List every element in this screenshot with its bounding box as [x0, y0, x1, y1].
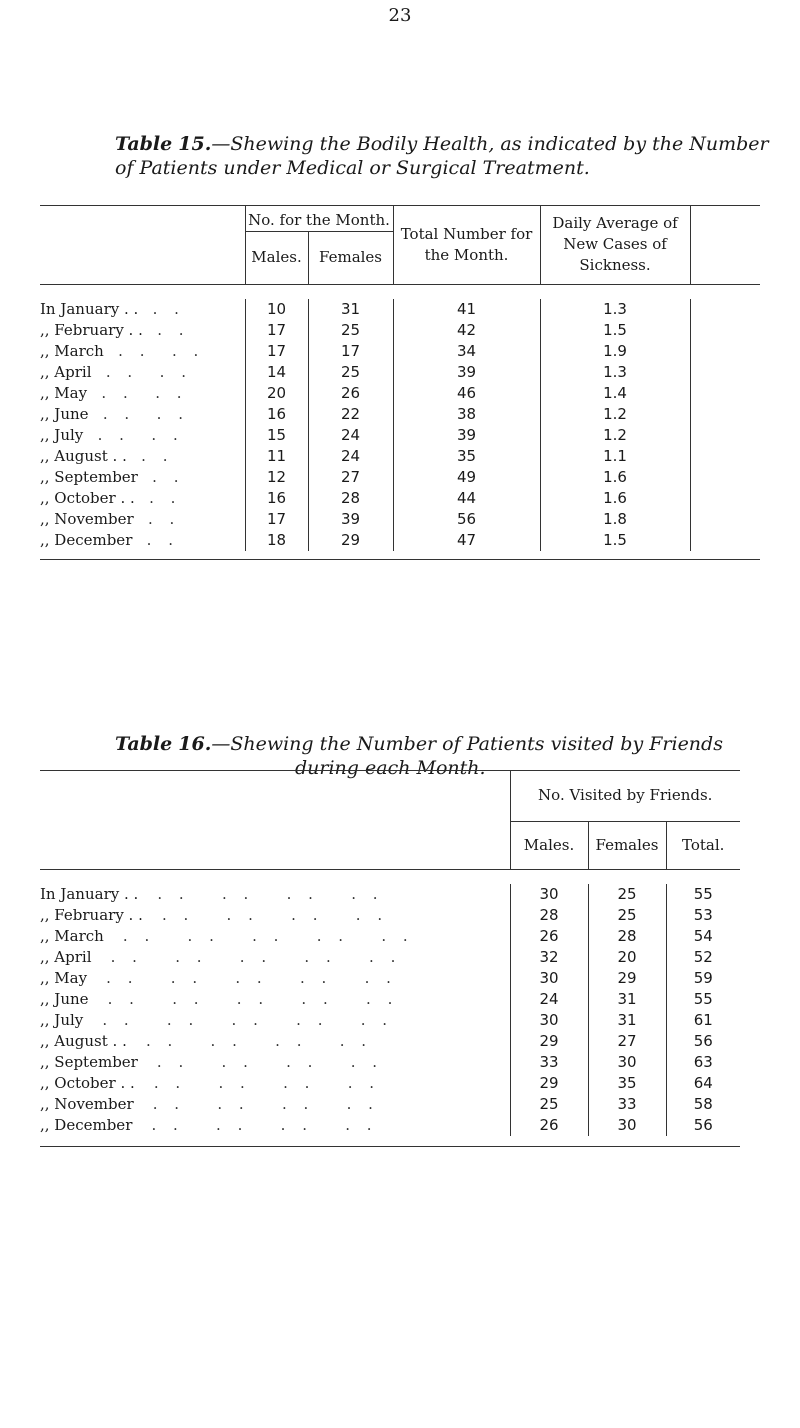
- females-cell: 27: [588, 1031, 666, 1052]
- month-cell: [40, 989, 510, 1010]
- month-name: ,, June: [40, 404, 89, 423]
- table15-label: Table: [115, 133, 173, 155]
- total-cell: 47: [393, 530, 540, 551]
- spacer-cell: [690, 383, 760, 404]
- month-name: In January . .: [40, 885, 139, 903]
- total-cell: 64: [666, 1073, 740, 1094]
- females-cell: 22: [308, 404, 393, 425]
- total-cell: 38: [393, 404, 540, 425]
- males-cell: 14: [245, 362, 308, 383]
- leader-dots: . . . . . . . .: [156, 1053, 384, 1071]
- females-cell: 26: [308, 383, 393, 404]
- males-cell: 17: [245, 341, 308, 362]
- table-row: [40, 341, 760, 362]
- total-cell: 54: [666, 926, 740, 947]
- table-row: [40, 884, 740, 905]
- month-name: ,, December: [40, 1116, 133, 1134]
- table15-title-line1: Shewing the Bodily Health, as indicated by the Number: [230, 133, 769, 155]
- table15-title-line2: of Patients under Medical or Surgical Treatment.: [115, 157, 590, 179]
- males-cell: 24: [510, 989, 588, 1010]
- spacer-cell: [690, 488, 760, 509]
- month-name: ,, May: [40, 383, 88, 402]
- leader-dots: . . . . . . . . . .: [122, 927, 414, 945]
- month-cell: [40, 299, 245, 320]
- table16-number: 16.: [178, 733, 212, 755]
- month-cell: [40, 383, 245, 404]
- table-row: [40, 1115, 740, 1136]
- month-name: ,, March: [40, 927, 104, 945]
- leader-dots: . .: [141, 446, 174, 465]
- females-cell: 31: [588, 989, 666, 1010]
- females-cell: 39: [308, 509, 393, 530]
- females-cell: 17: [308, 341, 393, 362]
- females-cell: 31: [588, 1010, 666, 1031]
- month-cell: [40, 884, 510, 905]
- month-cell: [40, 341, 245, 362]
- spacer-cell: [690, 530, 760, 551]
- month-name: ,, December: [40, 530, 133, 549]
- daily-average-cell: 1.4: [540, 383, 690, 404]
- month-name: ,, April: [40, 362, 92, 381]
- males-cell: 29: [510, 1031, 588, 1052]
- males-cell: 12: [245, 467, 308, 488]
- month-cell: [40, 1073, 510, 1094]
- leader-dots: . .: [152, 467, 185, 486]
- month-cell: [40, 905, 510, 926]
- leader-dots: . . . .: [101, 383, 188, 402]
- females-cell: 30: [588, 1115, 666, 1136]
- month-cell: [40, 1052, 510, 1073]
- total-cell: 58: [666, 1094, 740, 1115]
- total-cell: 34: [393, 341, 540, 362]
- males-cell: 26: [510, 1115, 588, 1136]
- males-cell: 28: [510, 905, 588, 926]
- month-cell: [40, 947, 510, 968]
- month-cell: [40, 1031, 510, 1052]
- month-cell: [40, 1115, 510, 1136]
- leader-dots: . . . .: [118, 341, 205, 360]
- females-cell: 29: [588, 968, 666, 989]
- leader-dots: . . . . . . . .: [161, 906, 389, 924]
- table-row: [40, 299, 760, 320]
- females-cell: 25: [308, 362, 393, 383]
- total-cell: 59: [666, 968, 740, 989]
- month-cell: [40, 509, 245, 530]
- daily-average-cell: 1.6: [540, 488, 690, 509]
- females-cell: 24: [308, 425, 393, 446]
- males-cell: 33: [510, 1052, 588, 1073]
- total-cell: 53: [666, 905, 740, 926]
- females-cell: 25: [308, 320, 393, 341]
- leader-dots: . .: [148, 509, 181, 528]
- month-cell: [40, 446, 245, 467]
- daily-average-cell: 1.5: [540, 320, 690, 341]
- total-cell: 63: [666, 1052, 740, 1073]
- spacer-cell: [690, 467, 760, 488]
- total-cell: 55: [666, 884, 740, 905]
- total-cell: 56: [393, 509, 540, 530]
- table15-caption: [115, 132, 775, 180]
- leader-dots: . .: [157, 320, 190, 339]
- males-cell: 17: [245, 509, 308, 530]
- males-cell: 15: [245, 425, 308, 446]
- males-cell: 26: [510, 926, 588, 947]
- females-cell: 24: [308, 446, 393, 467]
- table-row: [40, 926, 740, 947]
- table15-header-females: Females: [308, 232, 393, 285]
- month-cell: [40, 362, 245, 383]
- males-cell: 30: [510, 968, 588, 989]
- daily-average-cell: 1.8: [540, 509, 690, 530]
- table16-title-line2: during each Month.: [295, 757, 486, 779]
- leader-dots: . . . . . . . .: [151, 1116, 378, 1134]
- month-name: ,, April: [40, 948, 92, 966]
- month-name: ,, May: [40, 969, 88, 987]
- leader-dots: . .: [146, 530, 179, 549]
- table15-header-group: No. for the Month.: [245, 206, 393, 232]
- spacer-cell: [690, 446, 760, 467]
- month-cell: [40, 1010, 510, 1031]
- total-cell: 49: [393, 467, 540, 488]
- leader-dots: . . . .: [105, 362, 192, 381]
- daily-average-cell: 1.3: [540, 362, 690, 383]
- males-cell: 17: [245, 320, 308, 341]
- table-row: [40, 404, 760, 425]
- table15: [40, 205, 760, 561]
- table-row: [40, 1094, 740, 1115]
- table15-dash: —: [211, 133, 231, 155]
- daily-average-cell: 1.1: [540, 446, 690, 467]
- males-cell: 10: [245, 299, 308, 320]
- month-name: ,, February . .: [40, 320, 143, 339]
- leader-dots: . .: [152, 299, 185, 318]
- month-cell: [40, 1094, 510, 1115]
- females-cell: 28: [588, 926, 666, 947]
- daily-average-cell: 1.3: [540, 299, 690, 320]
- table-row: [40, 362, 760, 383]
- month-name: ,, September: [40, 1053, 138, 1071]
- males-cell: 16: [245, 488, 308, 509]
- table-row: [40, 467, 760, 488]
- month-name: ,, August . .: [40, 1032, 127, 1050]
- month-name: ,, July: [40, 1011, 84, 1029]
- females-cell: 27: [308, 467, 393, 488]
- month-name: ,, November: [40, 509, 134, 528]
- total-cell: 35: [393, 446, 540, 467]
- month-name: ,, March: [40, 341, 104, 360]
- table16-header-total: Total.: [666, 821, 740, 870]
- spacer-cell: [690, 299, 760, 320]
- month-name: ,, September: [40, 467, 138, 486]
- total-cell: 42: [393, 320, 540, 341]
- table16-title-line1: Shewing the Number of Patients visited by Friends: [230, 733, 723, 755]
- month-cell: [40, 467, 245, 488]
- table-row: [40, 947, 740, 968]
- spacer-cell: [690, 509, 760, 530]
- males-cell: 32: [510, 947, 588, 968]
- leader-dots: . . . .: [102, 404, 189, 423]
- table16-label: Table: [115, 733, 173, 755]
- spacer-cell: [690, 320, 760, 341]
- table16-dash: —: [211, 733, 231, 755]
- daily-average-cell: 1.6: [540, 467, 690, 488]
- table-row: [40, 383, 760, 404]
- leader-dots: . .: [149, 488, 182, 507]
- males-cell: 18: [245, 530, 308, 551]
- table-row: [40, 425, 760, 446]
- table16: [40, 770, 740, 1148]
- total-cell: 41: [393, 299, 540, 320]
- table-row: [40, 1031, 740, 1052]
- males-cell: 25: [510, 1094, 588, 1115]
- table-row: [40, 1010, 740, 1031]
- leader-dots: . . . . . . . . . .: [102, 1011, 394, 1029]
- females-cell: 29: [308, 530, 393, 551]
- table15-header-daily: Daily Average of New Cases of Sickness.: [540, 206, 690, 285]
- month-name: ,, November: [40, 1095, 134, 1113]
- total-cell: 56: [666, 1031, 740, 1052]
- month-cell: [40, 926, 510, 947]
- daily-average-cell: 1.9: [540, 341, 690, 362]
- table-row: [40, 1073, 740, 1094]
- daily-average-cell: 1.2: [540, 425, 690, 446]
- table15-header-males: Males.: [245, 232, 308, 285]
- leader-dots: . . . . . . . .: [153, 1074, 381, 1092]
- table16-header-group: No. Visited by Friends.: [510, 771, 740, 822]
- table15-header-total: Total Number for the Month.: [393, 206, 540, 285]
- leader-dots: . . . . . . . . . .: [110, 948, 402, 966]
- total-cell: 46: [393, 383, 540, 404]
- leader-dots: . . . . . . . . . .: [107, 990, 399, 1008]
- month-cell: [40, 425, 245, 446]
- males-cell: 30: [510, 884, 588, 905]
- month-cell: [40, 488, 245, 509]
- spacer-cell: [690, 404, 760, 425]
- total-cell: 39: [393, 425, 540, 446]
- total-cell: 56: [666, 1115, 740, 1136]
- total-cell: 44: [393, 488, 540, 509]
- month-cell: [40, 404, 245, 425]
- table16-header-females: Females: [588, 821, 666, 870]
- month-name: ,, October . .: [40, 1074, 135, 1092]
- females-cell: 25: [588, 905, 666, 926]
- table-row: [40, 488, 760, 509]
- females-cell: 25: [588, 884, 666, 905]
- females-cell: 33: [588, 1094, 666, 1115]
- spacer-cell: [690, 425, 760, 446]
- spacer-cell: [690, 341, 760, 362]
- leader-dots: . . . . . . . .: [157, 885, 384, 903]
- males-cell: 30: [510, 1010, 588, 1031]
- total-cell: 52: [666, 947, 740, 968]
- table-row: [40, 989, 740, 1010]
- males-cell: 20: [245, 383, 308, 404]
- leader-dots: . . . .: [97, 425, 184, 444]
- total-cell: 55: [666, 989, 740, 1010]
- month-name: ,, October . .: [40, 488, 135, 507]
- leader-dots: . . . . . . . .: [152, 1095, 379, 1113]
- table16-header-males: Males.: [510, 821, 588, 870]
- month-name: ,, February . .: [40, 906, 143, 924]
- table-row: [40, 320, 760, 341]
- females-cell: 28: [308, 488, 393, 509]
- leader-dots: . . . . . . . . . .: [106, 969, 397, 987]
- males-cell: 11: [245, 446, 308, 467]
- table-row: [40, 1052, 740, 1073]
- daily-average-cell: 1.2: [540, 404, 690, 425]
- leader-dots: . . . . . . . .: [145, 1032, 373, 1050]
- month-name: ,, July: [40, 425, 84, 444]
- month-cell: [40, 320, 245, 341]
- month-name: In January . .: [40, 299, 139, 318]
- females-cell: 20: [588, 947, 666, 968]
- daily-average-cell: 1.5: [540, 530, 690, 551]
- table-row: [40, 905, 740, 926]
- table-row: [40, 446, 760, 467]
- females-cell: 30: [588, 1052, 666, 1073]
- table15-number: 15.: [178, 133, 212, 155]
- total-cell: 61: [666, 1010, 740, 1031]
- table-row: [40, 509, 760, 530]
- spacer-cell: [690, 362, 760, 383]
- table-row: [40, 530, 760, 551]
- total-cell: 39: [393, 362, 540, 383]
- month-name: ,, June: [40, 990, 89, 1008]
- females-cell: 31: [308, 299, 393, 320]
- month-name: ,, August . .: [40, 446, 127, 465]
- males-cell: 29: [510, 1073, 588, 1094]
- page-number: 23: [388, 5, 412, 26]
- females-cell: 35: [588, 1073, 666, 1094]
- table-row: [40, 968, 740, 989]
- month-cell: [40, 530, 245, 551]
- month-cell: [40, 968, 510, 989]
- males-cell: 16: [245, 404, 308, 425]
